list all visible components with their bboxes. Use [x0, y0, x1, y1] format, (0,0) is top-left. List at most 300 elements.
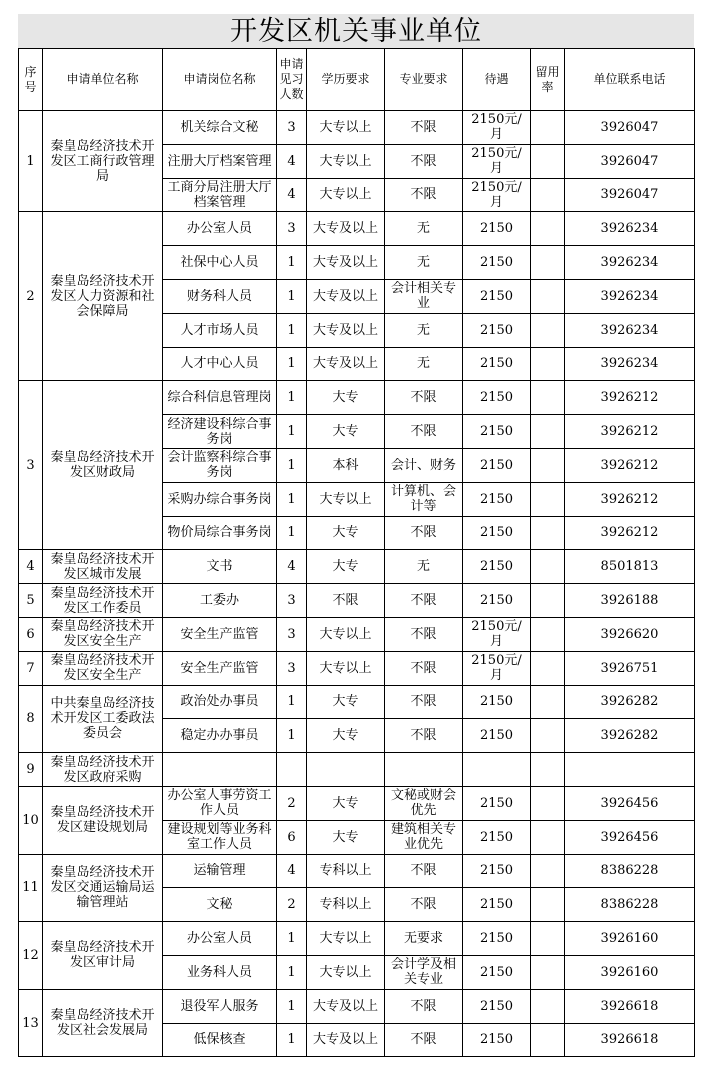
post-text: 机关综合文秘 [180, 119, 259, 135]
major-text: 无 [416, 559, 430, 575]
retention-cell [531, 246, 565, 280]
org-name-cell [43, 617, 163, 651]
post-cell [163, 786, 277, 820]
post-cell [163, 820, 277, 854]
post-text: 经济建设科综合事务岗 [167, 416, 272, 447]
count-text: 1 [287, 457, 296, 473]
count-text: 6 [287, 829, 296, 845]
post-text: 低保核查 [193, 1032, 246, 1048]
count-cell [277, 820, 307, 854]
edu-cell [307, 347, 385, 381]
phone-text: 3926620 [600, 626, 659, 642]
major-cell [385, 279, 463, 313]
major-cell [385, 178, 463, 212]
edu-text: 大专 [332, 559, 359, 575]
page-title: 开发区机关事业单位 [230, 16, 482, 47]
major-cell [385, 415, 463, 449]
retention-cell [531, 922, 565, 956]
org-name: 秦皇岛经济技术开发区政府采购 [50, 754, 155, 785]
org-name: 秦皇岛经济技术开发区安全生产 [50, 653, 155, 684]
pay-cell [463, 448, 531, 482]
count-cell [277, 347, 307, 381]
phone-cell [565, 144, 695, 178]
post-cell [163, 144, 277, 178]
row-number: 11 [19, 854, 43, 922]
major-text: 文秘或财会优先 [390, 788, 456, 819]
edu-text: 大专 [332, 424, 359, 440]
post-cell [163, 651, 277, 685]
pay-cell [463, 753, 531, 787]
edu-text: 大专 [332, 390, 359, 406]
edu-cell [307, 820, 385, 854]
retention-cell [531, 111, 565, 145]
org-name-cell [43, 111, 163, 212]
phone-cell [565, 279, 695, 313]
retention-cell [531, 888, 565, 922]
post-text: 稳定办办事员 [180, 728, 259, 744]
post-cell [163, 550, 277, 584]
pay-cell [463, 719, 531, 753]
count-text: 1 [287, 931, 296, 947]
edu-cell [307, 482, 385, 516]
edu-cell [307, 1023, 385, 1057]
row-number: 5 [19, 584, 43, 618]
edu-cell [307, 888, 385, 922]
count-text: 3 [287, 593, 296, 609]
org-name: 秦皇岛经济技术开发区交通运输局运输管理站 [50, 865, 155, 911]
row-number: 12 [19, 922, 43, 990]
edu-cell [307, 955, 385, 989]
count-text: 1 [287, 322, 296, 338]
edu-cell [307, 415, 385, 449]
table-row [19, 685, 695, 719]
major-text: 建筑相关专业优先 [390, 822, 456, 853]
edu-text: 大专及以上 [312, 998, 378, 1014]
post-text: 建设规划等业务科室工作人员 [167, 822, 272, 853]
row-number: 7 [19, 651, 43, 685]
post-cell [163, 313, 277, 347]
edu-text: 大专以上 [319, 187, 372, 203]
org-name-cell [43, 381, 163, 550]
post-text: 人才市场人员 [180, 322, 259, 338]
pay-cell [463, 685, 531, 719]
post-cell [163, 448, 277, 482]
org-name-cell [43, 550, 163, 584]
phone-cell [565, 313, 695, 347]
table-row [19, 854, 695, 888]
pay-cell [463, 347, 531, 381]
retention-cell [531, 685, 565, 719]
row-number: 6 [19, 617, 43, 651]
pay-cell [463, 922, 531, 956]
retention-cell [531, 178, 565, 212]
page-title-bar [18, 14, 694, 48]
phone-cell [565, 955, 695, 989]
phone-cell [565, 617, 695, 651]
phone-text: 8386228 [600, 863, 659, 879]
edu-text: 大专及以上 [312, 1032, 378, 1048]
post-cell [163, 347, 277, 381]
pay-text: 2150 [479, 998, 514, 1014]
major-text: 无 [416, 356, 430, 372]
org-name: 秦皇岛经济技术开发区安全生产 [50, 619, 155, 650]
row-number: 1 [19, 111, 43, 212]
phone-cell [565, 482, 695, 516]
phone-text: 3926047 [600, 119, 659, 135]
edu-text: 大专及以上 [312, 255, 378, 271]
table-row [19, 111, 695, 145]
phone-cell [565, 820, 695, 854]
edu-text: 大专 [332, 525, 359, 541]
edu-cell [307, 144, 385, 178]
count-cell [277, 212, 307, 246]
pay-text: 2150 [479, 288, 514, 304]
major-cell [385, 448, 463, 482]
header-no: 序号 [19, 49, 43, 111]
post-cell [163, 516, 277, 550]
pay-cell [463, 212, 531, 246]
pay-text: 2150 [479, 593, 514, 609]
retention-cell [531, 955, 565, 989]
count-cell [277, 617, 307, 651]
row-number: 2 [19, 212, 43, 381]
edu-cell [307, 685, 385, 719]
count-cell [277, 279, 307, 313]
org-name: 秦皇岛经济技术开发区工商行政管理局 [50, 138, 155, 184]
pay-text: 2150 [479, 525, 514, 541]
org-name-cell [43, 989, 163, 1057]
pay-text: 2150 [479, 728, 514, 744]
major-text: 不限 [410, 187, 437, 203]
edu-cell [307, 719, 385, 753]
count-cell [277, 415, 307, 449]
retention-cell [531, 820, 565, 854]
major-text: 不限 [410, 998, 437, 1014]
phone-cell [565, 922, 695, 956]
count-cell [277, 516, 307, 550]
major-cell [385, 888, 463, 922]
major-text: 无 [416, 255, 430, 271]
pay-cell [463, 854, 531, 888]
count-text: 1 [287, 390, 296, 406]
major-text: 无要求 [403, 931, 443, 947]
major-text: 计算机、会计等 [390, 484, 456, 515]
count-cell [277, 246, 307, 280]
phone-text: 3926618 [600, 998, 659, 1014]
post-cell [163, 482, 277, 516]
count-text: 4 [287, 559, 296, 575]
edu-cell [307, 922, 385, 956]
count-text: 2 [287, 795, 296, 811]
retention-cell [531, 989, 565, 1023]
count-cell [277, 753, 307, 787]
edu-cell [307, 651, 385, 685]
phone-cell [565, 246, 695, 280]
pay-cell [463, 516, 531, 550]
count-cell [277, 550, 307, 584]
pay-cell [463, 381, 531, 415]
phone-text: 3926234 [600, 288, 659, 304]
major-text: 无 [416, 221, 430, 237]
major-text: 不限 [410, 728, 437, 744]
edu-cell [307, 617, 385, 651]
edu-text: 专科以上 [319, 897, 372, 913]
pay-text: 2150 [479, 559, 514, 575]
post-text: 工商分局注册大厅档案管理 [167, 179, 272, 210]
major-text: 不限 [410, 119, 437, 135]
phone-cell [565, 178, 695, 212]
phone-text: 3926160 [600, 931, 659, 947]
phone-cell [565, 719, 695, 753]
table-row [19, 651, 695, 685]
retention-cell [531, 212, 565, 246]
post-text: 办公室人员 [186, 931, 252, 947]
edu-cell [307, 111, 385, 145]
count-cell [277, 922, 307, 956]
count-cell [277, 685, 307, 719]
recruitment-table [18, 48, 695, 1057]
retention-cell [531, 753, 565, 787]
pay-text: 2150 [479, 694, 514, 710]
count-cell [277, 448, 307, 482]
phone-cell [565, 651, 695, 685]
major-cell [385, 786, 463, 820]
edu-text: 大专以上 [319, 964, 372, 980]
pay-cell [463, 820, 531, 854]
edu-cell [307, 279, 385, 313]
count-cell [277, 313, 307, 347]
edu-cell [307, 212, 385, 246]
retention-cell [531, 516, 565, 550]
post-cell [163, 854, 277, 888]
edu-text: 大专及以上 [312, 221, 378, 237]
retention-cell [531, 347, 565, 381]
major-text: 不限 [410, 863, 437, 879]
post-text: 办公室人事劳资工作人员 [167, 788, 272, 819]
post-text: 物价局综合事务岗 [167, 525, 272, 541]
count-text: 3 [287, 119, 296, 135]
edu-cell [307, 381, 385, 415]
post-text: 采购办综合事务岗 [167, 491, 272, 507]
phone-text: 3926212 [600, 525, 659, 541]
count-text: 1 [287, 356, 296, 372]
post-cell [163, 381, 277, 415]
pay-cell [463, 584, 531, 618]
retention-cell [531, 786, 565, 820]
phone-text: 3926456 [600, 795, 659, 811]
count-text: 4 [287, 187, 296, 203]
edu-cell [307, 246, 385, 280]
count-text: 3 [287, 221, 296, 237]
count-cell [277, 888, 307, 922]
phone-cell [565, 550, 695, 584]
pay-cell [463, 989, 531, 1023]
count-cell [277, 381, 307, 415]
table-body [19, 111, 695, 1057]
major-cell [385, 381, 463, 415]
major-cell [385, 651, 463, 685]
major-cell [385, 1023, 463, 1057]
phone-text: 3926212 [600, 390, 659, 406]
count-text: 1 [287, 998, 296, 1014]
post-cell [163, 111, 277, 145]
header-org: 申请单位名称 [43, 49, 163, 111]
row-number: 3 [19, 381, 43, 550]
header-phone: 单位联系电话 [565, 49, 695, 111]
table-row [19, 753, 695, 787]
count-cell [277, 1023, 307, 1057]
phone-cell [565, 212, 695, 246]
post-text: 财务科人员 [186, 288, 252, 304]
edu-cell [307, 313, 385, 347]
pay-cell [463, 144, 531, 178]
major-cell [385, 246, 463, 280]
phone-text: 3926047 [600, 153, 659, 169]
edu-text: 大专以上 [319, 660, 372, 676]
pay-text: 2150 [479, 931, 514, 947]
count-cell [277, 955, 307, 989]
row-number: 4 [19, 550, 43, 584]
edu-text: 大专 [332, 728, 359, 744]
table-row [19, 922, 695, 956]
org-name: 秦皇岛经济技术开发区审计局 [50, 940, 155, 971]
edu-text: 大专 [332, 795, 359, 811]
retention-cell [531, 279, 565, 313]
phone-text: 3926212 [600, 491, 659, 507]
count-text: 3 [287, 660, 296, 676]
org-name: 秦皇岛经济技术开发区人力资源和社会保障局 [50, 273, 155, 319]
count-text: 1 [287, 255, 296, 271]
count-text: 1 [287, 964, 296, 980]
major-text: 会计、财务 [390, 457, 456, 473]
pay-text: 2150 [479, 221, 514, 237]
org-name: 秦皇岛经济技术开发区工作委员 [50, 585, 155, 616]
retention-cell [531, 854, 565, 888]
phone-cell [565, 753, 695, 787]
retention-cell [531, 415, 565, 449]
major-cell [385, 617, 463, 651]
count-cell [277, 989, 307, 1023]
edu-cell [307, 753, 385, 787]
major-cell [385, 753, 463, 787]
post-cell [163, 212, 277, 246]
row-number: 13 [19, 989, 43, 1057]
phone-text: 3926282 [600, 728, 659, 744]
edu-text: 大专以上 [319, 153, 372, 169]
count-cell [277, 854, 307, 888]
phone-text: 3926160 [600, 964, 659, 980]
post-text: 安全生产监管 [180, 660, 259, 676]
edu-text: 大专 [332, 694, 359, 710]
major-cell [385, 550, 463, 584]
retention-cell [531, 1023, 565, 1057]
post-text: 社保中心人员 [180, 255, 259, 271]
count-text: 1 [287, 288, 296, 304]
major-cell [385, 584, 463, 618]
phone-cell [565, 685, 695, 719]
row-number: 10 [19, 786, 43, 854]
post-text: 政治处办事员 [180, 694, 259, 710]
count-cell [277, 651, 307, 685]
phone-cell [565, 347, 695, 381]
pay-cell [463, 786, 531, 820]
major-text: 不限 [410, 694, 437, 710]
pay-text: 2150 [479, 491, 514, 507]
edu-text: 大专以上 [319, 931, 372, 947]
pay-cell [463, 651, 531, 685]
retention-cell [531, 584, 565, 618]
phone-cell [565, 888, 695, 922]
major-text: 会计相关专业 [390, 281, 456, 312]
pay-text: 2150元/月 [471, 146, 522, 177]
edu-text: 不限 [332, 593, 359, 609]
post-cell [163, 584, 277, 618]
count-text: 1 [287, 694, 296, 710]
edu-cell [307, 516, 385, 550]
edu-text: 专科以上 [319, 863, 372, 879]
phone-text: 3926234 [600, 255, 659, 271]
pay-text: 2150 [479, 795, 514, 811]
count-text: 1 [287, 525, 296, 541]
major-text: 不限 [410, 593, 437, 609]
major-cell [385, 212, 463, 246]
pay-cell [463, 550, 531, 584]
pay-cell [463, 415, 531, 449]
edu-cell [307, 584, 385, 618]
count-text: 4 [287, 863, 296, 879]
major-cell [385, 922, 463, 956]
pay-cell [463, 955, 531, 989]
post-text: 办公室人员 [186, 221, 252, 237]
table-row [19, 212, 695, 246]
post-text: 文秘 [206, 897, 233, 913]
edu-text: 大专及以上 [312, 288, 378, 304]
header-count: 申请见习人数 [277, 49, 307, 111]
count-text: 3 [287, 626, 296, 642]
phone-cell [565, 1023, 695, 1057]
edu-text: 大专 [332, 829, 359, 845]
count-cell [277, 482, 307, 516]
table-row [19, 786, 695, 820]
post-cell [163, 415, 277, 449]
edu-cell [307, 989, 385, 1023]
pay-cell [463, 888, 531, 922]
post-text: 文书 [206, 559, 233, 575]
phone-text: 8501813 [600, 559, 659, 575]
major-text: 不限 [410, 390, 437, 406]
count-text: 4 [287, 153, 296, 169]
edu-cell [307, 448, 385, 482]
edu-text: 本科 [332, 457, 359, 473]
phone-cell [565, 786, 695, 820]
pay-text: 2150元/月 [471, 112, 522, 143]
count-text: 1 [287, 491, 296, 507]
org-name-cell [43, 786, 163, 854]
post-cell [163, 279, 277, 313]
phone-cell [565, 111, 695, 145]
phone-text: 3926212 [600, 457, 659, 473]
major-text: 不限 [410, 1032, 437, 1048]
major-text: 不限 [410, 660, 437, 676]
table-row [19, 584, 695, 618]
edu-cell [307, 786, 385, 820]
phone-cell [565, 448, 695, 482]
post-cell [163, 955, 277, 989]
post-text: 业务科人员 [186, 964, 252, 980]
post-text: 运输管理 [193, 863, 246, 879]
phone-cell [565, 381, 695, 415]
org-name-cell [43, 685, 163, 753]
